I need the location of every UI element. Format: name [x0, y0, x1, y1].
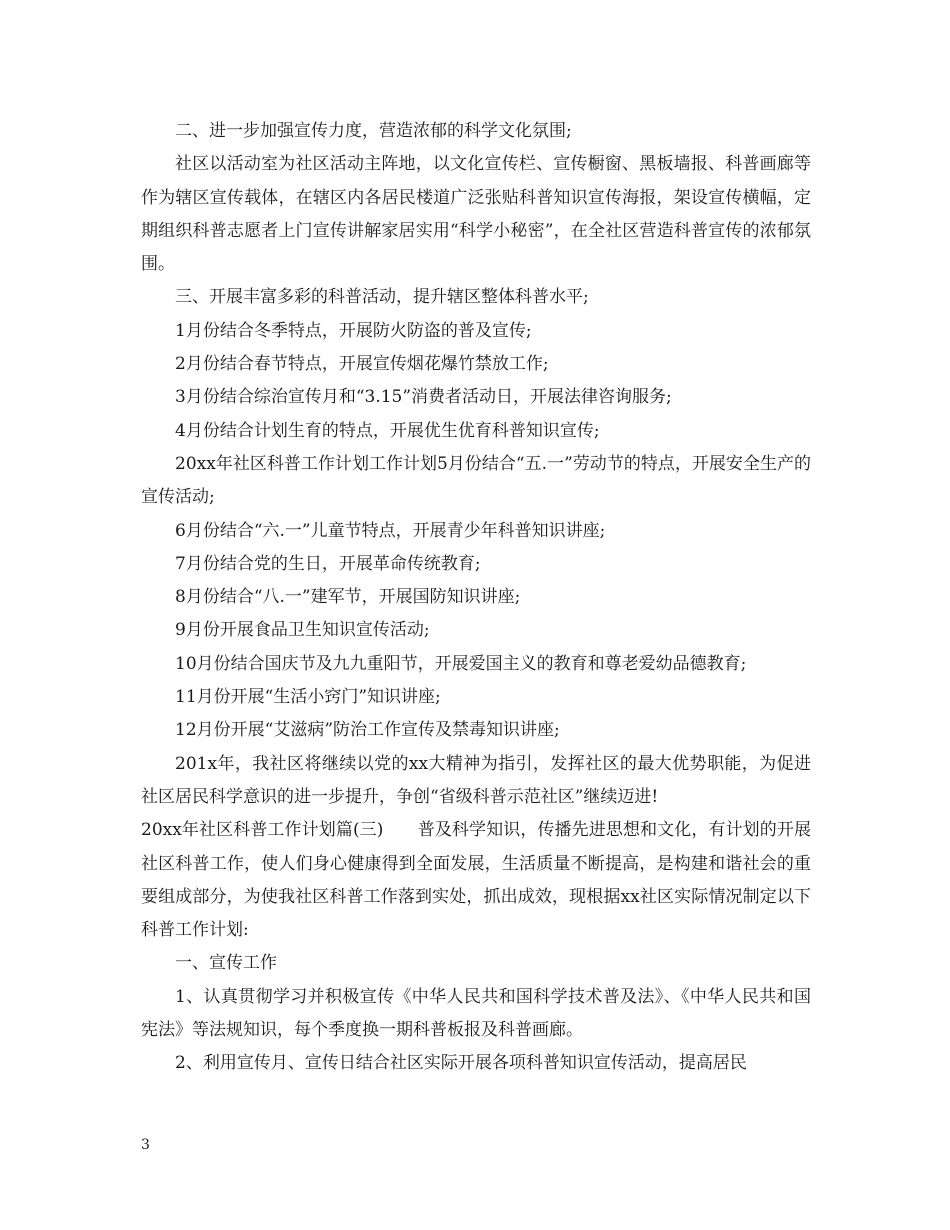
paragraph-year-outlook: 201x年，我社区将继续以党的xx大精神为指引，发挥社区的最大优势职能，为促进社区居民科学意识的进一步提升，争创“省级科普示范社区”继续迈进! [141, 753, 811, 807]
paragraph-september: 9月份开展食品卫生知识宣传活动; [175, 620, 430, 641]
paragraph-item-two: 2、利用宣传月、宣传日结合社区实际开展各项科普知识宣传活动，提高居民 [175, 1053, 747, 1074]
paragraph-plan-part-three-intro: 20xx年社区科普工作计划篇(三) 普及科学知识，传播先进思想和文化，有计划的开展社区科普工作，使人们身心健康得到全面发展，生活质量不断提高，是构建和谐社会的重要组成部分，为使我社区科普工作落到实处，抓出成效，现根据xx社区实际情况制定以下科普工作计划: [141, 820, 811, 941]
paragraph-june: 6月份结合“六.一”儿童节特点，开展青少年科普知识讲座; [175, 520, 606, 541]
paragraph-section-two-heading: 二、进一步加强宣传力度，营造浓郁的科学文化氛围; [175, 121, 572, 141]
paragraph-december: 12月份开展“艾滋病”防治工作宣传及禁毒知识讲座; [175, 720, 560, 741]
paragraph-november: 11月份开展“生活小窍门”知识讲座; [175, 687, 441, 708]
document-body [141, 115, 811, 1081]
paragraph-may: 20xx年社区科普工作计划工作计划5月份结合“五.一”劳动节的特点，开展安全生产的宣传活动; [141, 453, 811, 508]
paragraph-item-one: 1、认真贯彻学习并积极宣传《中华人民共和国科学技术普及法》、《中华人民共和国宪法》等法规知识，每个季度换一期科普板报及科普画廊。 [141, 986, 811, 1041]
paragraph-april: 4月份结合计划生育的特点，开展优生优育科普知识宣传; [175, 420, 600, 441]
paragraph-august: 8月份结合“八.一”建军节，开展国防知识讲座; [175, 587, 521, 608]
paragraph-february: 2月份结合春节特点，开展宣传烟花爆竹禁放工作; [175, 354, 549, 375]
paragraph-october: 10月份结合国庆节及九九重阳节，开展爱国主义的教育和尊老爱幼品德教育; [175, 653, 747, 674]
page-number: 3 [141, 1137, 150, 1153]
paragraph-january: 1月份结合冬季特点，开展防火防盗的普及宣传; [175, 320, 532, 341]
paragraph-section-three-heading: 三、开展丰富多彩的科普活动，提升辖区整体科普水平; [175, 287, 589, 308]
paragraph-march: 3月份结合综治宣传月和“3.15”消费者活动日，开展法律咨询服务; [175, 387, 672, 408]
paragraph-july: 7月份结合党的生日，开展革命传统教育; [175, 553, 481, 574]
paragraph-publicity-carriers: 社区以活动室为社区活动主阵地，以文化宣传栏、宣传橱窗、黑板墙报、科普画廊等作为辖区宣传载体，在辖区内各居民楼道广泛张贴科普知识宣传海报，架设宣传横幅，定期组织科普志愿者上门宣传讲解家居实用“科学小秘密”，在全社区营造科普宣传的浓郁氛围。 [141, 154, 811, 275]
paragraph-section-one-heading: 一、宣传工作 [175, 953, 277, 974]
